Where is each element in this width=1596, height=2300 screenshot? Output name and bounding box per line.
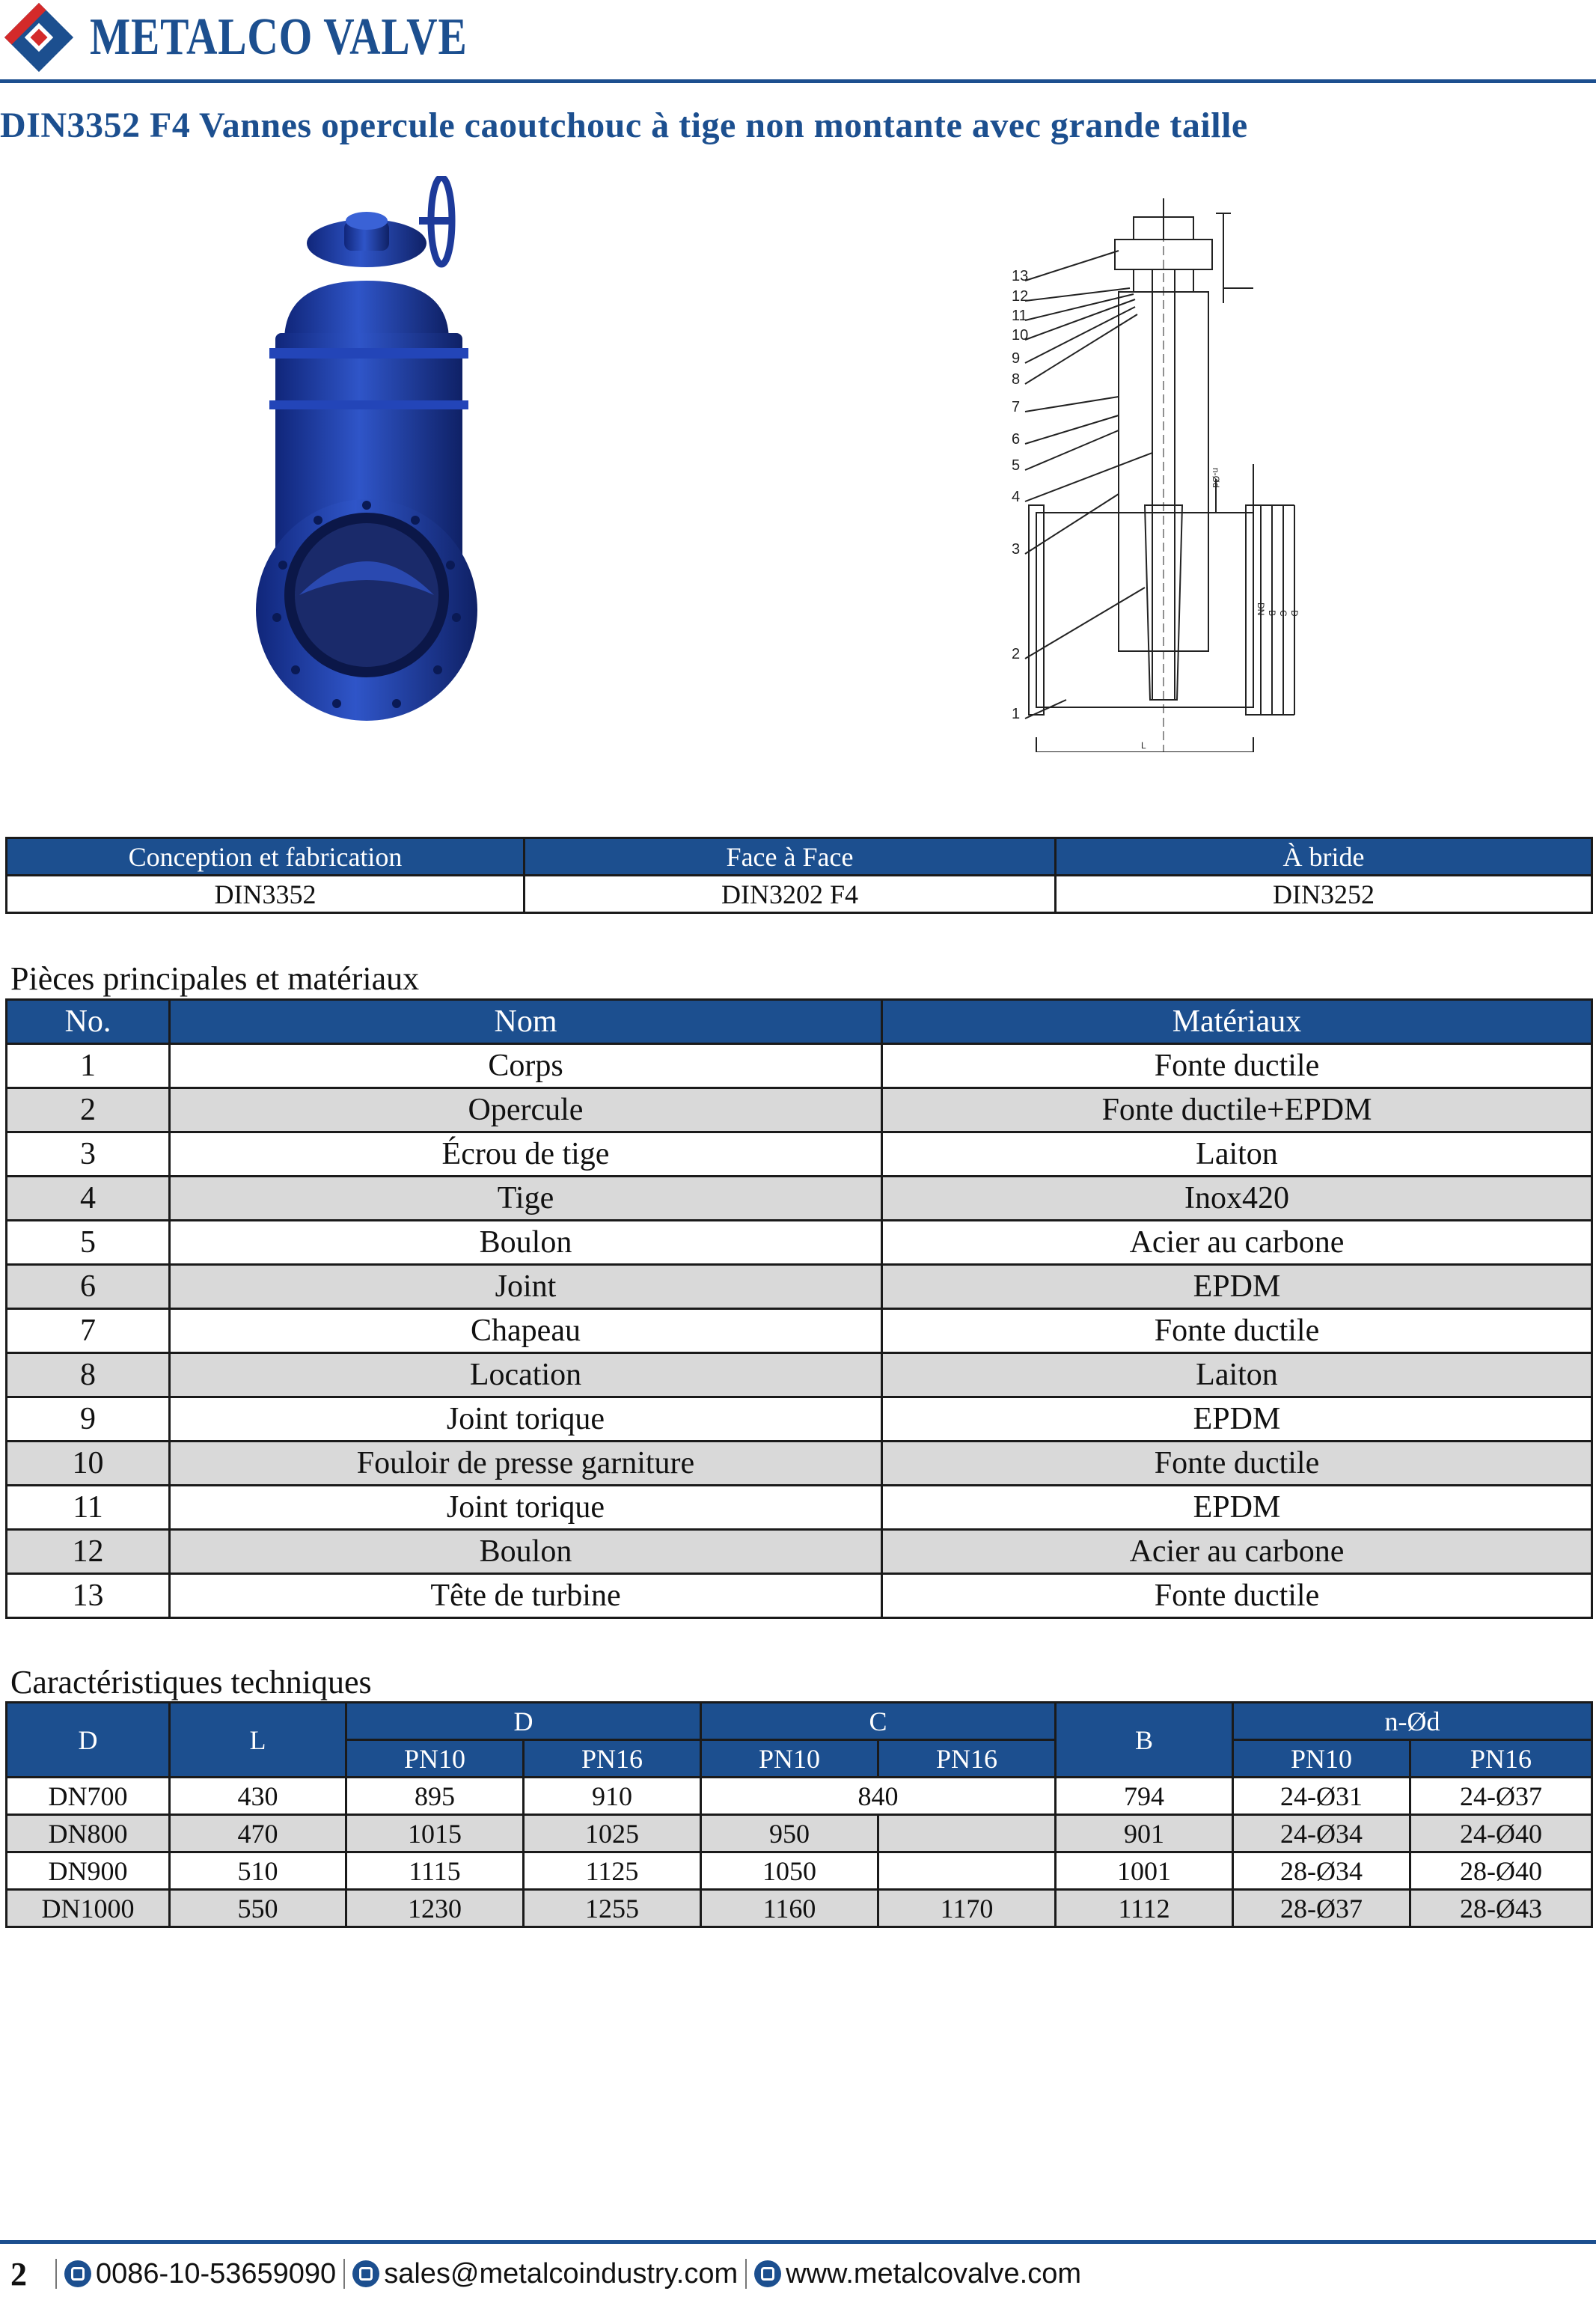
- spec-b: 794: [1056, 1778, 1233, 1815]
- footer-separator: [55, 2259, 57, 2289]
- spec-sub-c-pn16: PN16: [878, 1740, 1056, 1778]
- part-no: 1: [7, 1044, 170, 1088]
- spec-c-merged: 840: [701, 1778, 1056, 1815]
- spec-header-dn: D: [7, 1703, 170, 1778]
- table-row: [7, 1852, 1592, 1890]
- table-row: [7, 1132, 1592, 1177]
- specs-section-title: Caractéristiques techniques: [10, 1664, 372, 1700]
- part-no: 13: [7, 1574, 170, 1618]
- spec-sub-d-pn10: PN10: [346, 1740, 524, 1778]
- spec-n-pn10: 28-Ø34: [1233, 1852, 1410, 1890]
- spec-d-pn10: 1230: [346, 1890, 524, 1927]
- part-material: EPDM: [882, 1397, 1592, 1442]
- spec-n-pn10: 24-Ø31: [1233, 1778, 1410, 1815]
- part-no: 9: [7, 1397, 170, 1442]
- spec-sub-d-pn16: PN16: [524, 1740, 701, 1778]
- table-row: [7, 1177, 1592, 1221]
- part-no: 12: [7, 1530, 170, 1574]
- page-number: 2: [10, 2255, 27, 2293]
- part-material: Fonte ductile: [882, 1044, 1592, 1088]
- spec-header-d: D: [346, 1703, 701, 1740]
- spec-n-pn16: 24-Ø37: [1410, 1778, 1592, 1815]
- table-row: [7, 1442, 1592, 1486]
- part-no: 3: [7, 1132, 170, 1177]
- spec-dn: DN1000: [7, 1890, 170, 1927]
- dim-label-b: B: [1267, 610, 1277, 617]
- spec-dn: DN900: [7, 1852, 170, 1890]
- footer-phone: 0086-10-53659090: [96, 2257, 337, 2290]
- spec-l: 470: [170, 1815, 346, 1852]
- part-material: Fonte ductile: [882, 1309, 1592, 1353]
- spec-d-pn16: 910: [524, 1778, 701, 1815]
- callout-7: 7: [1012, 399, 1021, 415]
- spec-n-pn16: 28-Ø43: [1410, 1890, 1592, 1927]
- callout-13: 13: [1012, 268, 1029, 284]
- spec-b: 1001: [1056, 1852, 1233, 1890]
- callout-8: 8: [1012, 371, 1021, 388]
- header-divider: [0, 79, 1596, 83]
- std-header-face: Face à Face: [525, 838, 1056, 876]
- parts-header-no: No.: [7, 1000, 170, 1044]
- part-name: Joint torique: [170, 1397, 882, 1442]
- table-row: [7, 1044, 1592, 1088]
- spec-sub-n-pn10: PN10: [1233, 1740, 1410, 1778]
- table-row: [7, 1221, 1592, 1265]
- spec-l: 430: [170, 1778, 346, 1815]
- dim-label-l: L: [1141, 740, 1146, 751]
- part-no: 8: [7, 1353, 170, 1397]
- brand-name: METALCO VALVE: [90, 8, 468, 66]
- callout-12: 12: [1012, 288, 1029, 305]
- spec-header-l: L: [170, 1703, 346, 1778]
- spec-c-pn10: 1160: [701, 1890, 878, 1927]
- spec-c-pn16: [878, 1815, 1056, 1852]
- part-name: Écrou de tige: [170, 1132, 882, 1177]
- spec-n-pn16: 24-Ø40: [1410, 1815, 1592, 1852]
- std-value-face: DIN3202 F4: [525, 876, 1056, 913]
- valve-photo: [254, 176, 501, 730]
- callout-4: 4: [1012, 489, 1021, 505]
- part-material: Fonte ductile: [882, 1574, 1592, 1618]
- callout-9: 9: [1012, 350, 1021, 367]
- table-row: [7, 1815, 1592, 1852]
- spec-n-pn10: 24-Ø34: [1233, 1815, 1410, 1852]
- footer: [10, 2251, 1081, 2296]
- spec-b: 901: [1056, 1815, 1233, 1852]
- part-material: Fonte ductile+EPDM: [882, 1088, 1592, 1132]
- part-name: Chapeau: [170, 1309, 882, 1353]
- table-row: [7, 1486, 1592, 1530]
- part-no: 4: [7, 1177, 170, 1221]
- part-material: EPDM: [882, 1265, 1592, 1309]
- spec-b: 1112: [1056, 1890, 1233, 1927]
- table-row: [7, 1309, 1592, 1353]
- parts-table: [5, 998, 1593, 1619]
- spec-n-pn10: 28-Ø37: [1233, 1890, 1410, 1927]
- spec-l: 550: [170, 1890, 346, 1927]
- dim-label-n-od: n-Ød: [1211, 468, 1221, 488]
- spec-c-pn10: 1050: [701, 1852, 878, 1890]
- standards-table: [5, 837, 1593, 914]
- callout-11: 11: [1012, 308, 1027, 324]
- parts-header-name: Nom: [170, 1000, 882, 1044]
- part-material: Laiton: [882, 1132, 1592, 1177]
- spec-sub-n-pn16: PN16: [1410, 1740, 1592, 1778]
- part-name: Opercule: [170, 1088, 882, 1132]
- table-row: [7, 1353, 1592, 1397]
- footer-email[interactable]: sales@metalcoindustry.com: [384, 2257, 739, 2290]
- callout-2: 2: [1012, 646, 1021, 662]
- dim-label-dn: DN: [1256, 603, 1266, 616]
- part-material: Acier au carbone: [882, 1530, 1592, 1574]
- part-name: Location: [170, 1353, 882, 1397]
- part-name: Joint torique: [170, 1486, 882, 1530]
- table-row: [7, 1265, 1592, 1309]
- spec-c-pn10: 950: [701, 1815, 878, 1852]
- footer-website[interactable]: www.metalcovalve.com: [786, 2257, 1082, 2290]
- page-title: DIN3352 F4 Vannes opercule caoutchouc à tige non montante avec grande taille: [0, 106, 1248, 145]
- part-no: 7: [7, 1309, 170, 1353]
- spec-dn: DN800: [7, 1815, 170, 1852]
- spec-d-pn10: 895: [346, 1778, 524, 1815]
- spec-c-pn16: [878, 1852, 1056, 1890]
- callout-5: 5: [1012, 457, 1021, 474]
- part-name: Tige: [170, 1177, 882, 1221]
- footer-separator: [745, 2259, 747, 2289]
- part-name: Tête de turbine: [170, 1574, 882, 1618]
- spec-c-pn16: 1170: [878, 1890, 1056, 1927]
- table-row: [7, 1530, 1592, 1574]
- spec-n-pn16: 28-Ø40: [1410, 1852, 1592, 1890]
- specs-table: [5, 1701, 1593, 1928]
- part-name: Boulon: [170, 1221, 882, 1265]
- part-no: 5: [7, 1221, 170, 1265]
- parts-header-material: Matériaux: [882, 1000, 1592, 1044]
- std-header-flange: À bride: [1056, 838, 1592, 876]
- part-material: EPDM: [882, 1486, 1592, 1530]
- part-material: Laiton: [882, 1353, 1592, 1397]
- part-material: Fonte ductile: [882, 1442, 1592, 1486]
- parts-section-title: Pièces principales et matériaux: [10, 960, 420, 997]
- part-no: 11: [7, 1486, 170, 1530]
- spec-sub-c-pn10: PN10: [701, 1740, 878, 1778]
- part-no: 2: [7, 1088, 170, 1132]
- part-no: 10: [7, 1442, 170, 1486]
- part-material: Acier au carbone: [882, 1221, 1592, 1265]
- table-row: [7, 1397, 1592, 1442]
- spec-d-pn10: 1015: [346, 1815, 524, 1852]
- globe-icon: [754, 2260, 781, 2287]
- part-name: Joint: [170, 1265, 882, 1309]
- spec-dn: DN700: [7, 1778, 170, 1815]
- dim-label-c: C: [1278, 610, 1288, 617]
- callout-6: 6: [1012, 431, 1021, 448]
- spec-header-c: C: [701, 1703, 1056, 1740]
- footer-divider: [0, 2240, 1596, 2244]
- spec-header-n-od: n-Ød: [1233, 1703, 1592, 1740]
- valve-technical-drawing: [1006, 183, 1306, 752]
- callout-1: 1: [1012, 706, 1021, 722]
- spec-d-pn10: 1115: [346, 1852, 524, 1890]
- spec-d-pn16: 1255: [524, 1890, 701, 1927]
- callout-3: 3: [1012, 541, 1021, 558]
- std-header-design: Conception et fabrication: [7, 838, 525, 876]
- callout-10: 10: [1012, 327, 1029, 344]
- brand-logo-icon: [3, 1, 75, 73]
- phone-icon: [64, 2260, 91, 2287]
- footer-separator: [343, 2259, 345, 2289]
- part-name: Boulon: [170, 1530, 882, 1574]
- spec-header-b: B: [1056, 1703, 1233, 1778]
- table-row: [7, 1890, 1592, 1927]
- part-name: Corps: [170, 1044, 882, 1088]
- mail-icon: [352, 2260, 379, 2287]
- part-material: Inox420: [882, 1177, 1592, 1221]
- spec-d-pn16: 1025: [524, 1815, 701, 1852]
- part-name: Fouloir de presse garniture: [170, 1442, 882, 1486]
- table-row: [7, 1088, 1592, 1132]
- table-row: [7, 1574, 1592, 1618]
- table-row: [7, 1778, 1592, 1815]
- dim-label-d: D: [1289, 610, 1300, 617]
- std-value-flange: DIN3252: [1056, 876, 1592, 913]
- std-value-design: DIN3352: [7, 876, 525, 913]
- part-no: 6: [7, 1265, 170, 1309]
- spec-d-pn16: 1125: [524, 1852, 701, 1890]
- spec-l: 510: [170, 1852, 346, 1890]
